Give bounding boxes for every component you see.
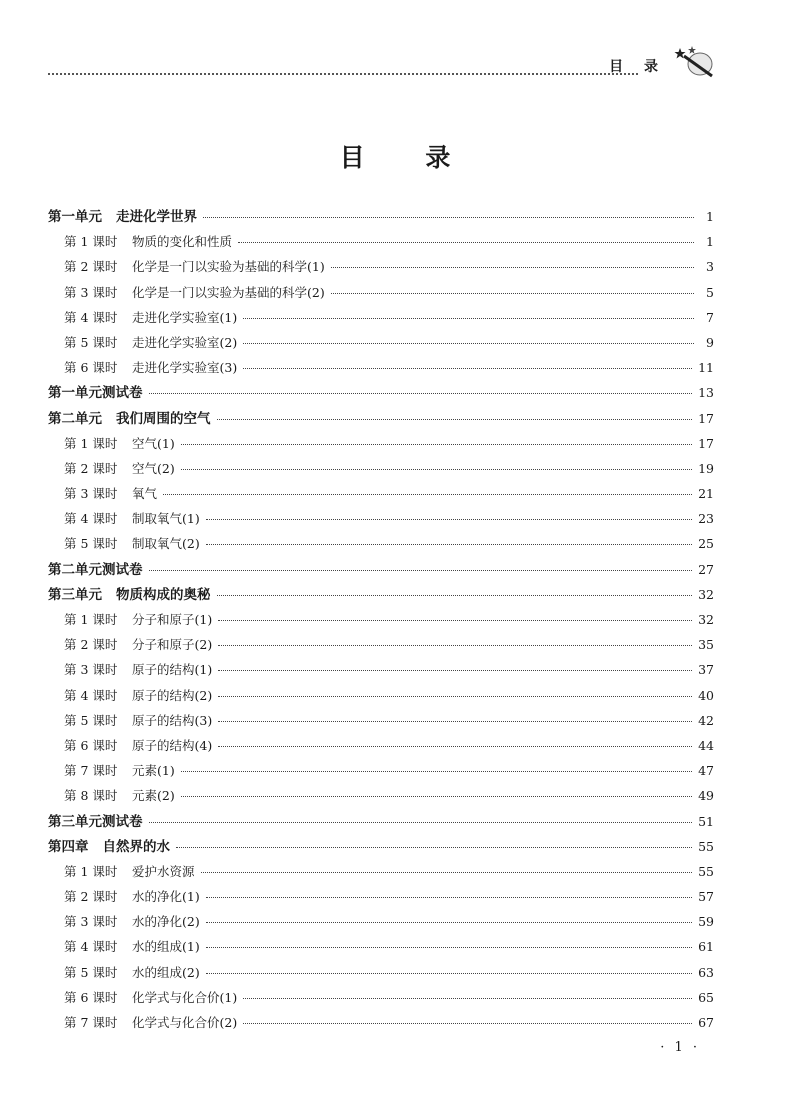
dot-leader <box>217 419 693 420</box>
toc-entry-title: 自然界的水 <box>102 838 170 855</box>
toc-entry-title: 化学式与化合价(2) <box>132 1015 238 1030</box>
toc-entry-page: 59 <box>698 914 714 930</box>
dot-leader <box>243 318 694 319</box>
dot-leader <box>206 897 692 898</box>
toc-lesson-entry[interactable] <box>48 607 714 632</box>
toc-entry-page: 55 <box>698 838 714 854</box>
dot-leader <box>149 393 693 394</box>
toc-entry-page: 40 <box>698 687 714 703</box>
toc-entry-number: 第 1 课时 <box>64 435 118 451</box>
toc-entry-number: 第 7 课时 <box>64 1015 118 1030</box>
toc-unit-entry[interactable] <box>48 406 714 431</box>
toc-entry-title: 分子和原子(1) <box>132 612 213 627</box>
toc-entry-title: 元素(2) <box>132 788 175 804</box>
toc-lesson-entry[interactable] <box>48 305 714 330</box>
toc-entry-title: 原子的结构(3) <box>132 712 213 728</box>
toc-entry-page: 55 <box>698 863 714 879</box>
toc-lesson-entry[interactable] <box>48 431 714 456</box>
dot-leader <box>203 217 694 218</box>
dot-leader <box>206 544 692 545</box>
toc-lesson-entry[interactable] <box>48 506 714 531</box>
dot-leader <box>218 620 692 621</box>
dot-leader <box>218 670 692 671</box>
toc-entry-number: 第 3 课时 <box>64 914 118 930</box>
toc-entry-page: 63 <box>698 964 714 980</box>
toc-entry-title: 走进化学实验室(3) <box>132 360 238 376</box>
dot-leader <box>218 645 692 646</box>
dot-leader <box>176 847 692 848</box>
toc-lesson-entry[interactable] <box>48 355 714 380</box>
toc-lesson-entry[interactable] <box>48 1010 714 1035</box>
toc-unit-entry[interactable] <box>48 834 714 859</box>
toc-entry-page: 57 <box>698 889 714 905</box>
toc-unit-entry[interactable] <box>48 557 714 582</box>
header-dotted-rule <box>48 73 638 75</box>
toc-lesson-entry[interactable] <box>48 229 714 254</box>
toc-entry-number: 第 3 课时 <box>64 486 118 502</box>
dot-leader <box>206 973 692 974</box>
toc-entry-page: 13 <box>698 385 714 401</box>
toc-entry-title: 空气(1) <box>132 435 175 451</box>
toc-entry-title: 走进化学实验室(1) <box>132 309 238 325</box>
toc-entry-title: 物质构成的奥秘 <box>116 586 211 603</box>
dot-leader <box>206 519 692 520</box>
dot-leader <box>243 998 692 999</box>
toc-entry-page: 17 <box>698 410 714 426</box>
dot-leader <box>201 872 693 873</box>
toc-entry-page: 23 <box>698 511 714 527</box>
toc-entry-page: 37 <box>698 662 714 678</box>
toc-lesson-entry[interactable] <box>48 280 714 305</box>
toc-entry-number: 第二单元 <box>48 410 102 427</box>
toc-entry-number: 第 6 课时 <box>64 360 118 376</box>
toc-entry-title: 化学是一门以实验为基础的科学(2) <box>132 284 325 300</box>
toc-lesson-entry[interactable] <box>48 683 714 708</box>
toc-entry-number: 第 5 课时 <box>64 334 118 350</box>
toc-entry-number: 第 5 课时 <box>64 536 118 552</box>
toc-entry-title: 第二单元测试卷 <box>48 561 143 578</box>
dot-leader <box>331 293 694 294</box>
dot-leader <box>218 721 692 722</box>
toc-entry-number: 第 4 课时 <box>64 309 118 325</box>
toc-lesson-entry[interactable] <box>48 909 714 934</box>
dot-leader <box>206 922 692 923</box>
toc-entry-title: 水的组成(2) <box>132 964 200 980</box>
toc-entry-page: 42 <box>698 712 714 728</box>
dot-leader <box>149 570 693 571</box>
toc-entry-number: 第 4 课时 <box>64 687 118 703</box>
toc-entry-page: 65 <box>698 989 714 1005</box>
toc-entry-page: 25 <box>698 536 714 552</box>
toc-entry-number: 第 3 课时 <box>64 284 118 300</box>
magic-wand-icon <box>672 46 716 80</box>
dot-leader <box>163 494 692 495</box>
toc-entry-page: 19 <box>698 460 714 476</box>
toc-entry-number: 第 7 课时 <box>64 763 118 779</box>
toc-entry-page: 35 <box>698 637 714 653</box>
toc-entry-title: 走进化学实验室(2) <box>132 334 238 350</box>
dot-leader <box>331 267 694 268</box>
header-label: 目 录 <box>609 59 666 75</box>
running-header <box>48 50 718 80</box>
toc-entry-page: 17 <box>698 435 714 451</box>
dot-leader <box>181 444 692 445</box>
toc-entry-number: 第三单元 <box>48 586 102 603</box>
toc-lesson-entry[interactable] <box>48 783 714 808</box>
toc-entry-title: 分子和原子(2) <box>132 637 213 653</box>
toc-entry-number: 第 2 课时 <box>64 637 118 653</box>
toc-unit-entry[interactable] <box>48 204 714 229</box>
toc-entry-number: 第 1 课时 <box>64 612 118 627</box>
toc-lesson-entry[interactable] <box>48 632 714 657</box>
toc-entry-number: 第 6 课时 <box>64 989 118 1005</box>
toc-entry-number: 第 2 课时 <box>64 259 118 275</box>
toc-entry-title: 爱护水资源 <box>132 863 195 879</box>
toc-lesson-entry[interactable] <box>48 330 714 355</box>
toc-lesson-entry[interactable] <box>48 657 714 682</box>
toc-entry-number: 第一单元 <box>48 209 102 225</box>
toc-unit-entry[interactable] <box>48 582 714 607</box>
toc-entry-page: 5 <box>706 284 714 300</box>
toc-entry-title: 制取氧气(2) <box>132 536 200 552</box>
toc-entry-page: 3 <box>706 259 714 275</box>
toc-entry-page: 47 <box>698 763 714 779</box>
toc-lesson-entry[interactable] <box>48 859 714 884</box>
dot-leader <box>206 947 692 948</box>
toc-entry-number: 第 5 课时 <box>64 964 118 980</box>
dot-leader <box>243 1023 692 1024</box>
toc-entry-title: 水的净化(1) <box>132 889 200 905</box>
toc-entry-page: 51 <box>698 813 714 829</box>
toc-entry-title: 水的净化(2) <box>132 914 200 930</box>
toc-lesson-entry[interactable] <box>48 531 714 556</box>
table-of-contents <box>48 204 714 1035</box>
toc-entry-title: 走进化学世界 <box>116 209 197 225</box>
toc-entry-number: 第 2 课时 <box>64 460 118 476</box>
toc-lesson-entry[interactable] <box>48 985 714 1010</box>
toc-entry-title: 原子的结构(1) <box>132 662 213 678</box>
toc-lesson-entry[interactable] <box>48 960 714 985</box>
toc-lesson-entry[interactable] <box>48 733 714 758</box>
toc-entry-number: 第 6 课时 <box>64 737 118 753</box>
dot-leader <box>243 343 694 344</box>
dot-leader <box>218 696 692 697</box>
toc-entry-page: 7 <box>706 309 714 325</box>
toc-entry-title: 我们周围的空气 <box>116 410 211 427</box>
toc-lesson-entry[interactable] <box>48 884 714 909</box>
toc-entry-title: 第一单元测试卷 <box>48 385 143 402</box>
toc-entry-title: 原子的结构(4) <box>132 737 213 753</box>
toc-entry-page: 32 <box>698 612 714 627</box>
toc-entry-page: 9 <box>706 334 714 350</box>
toc-lesson-entry[interactable] <box>48 456 714 481</box>
toc-entry-page: 32 <box>698 586 714 602</box>
toc-entry-title: 第三单元测试卷 <box>48 813 143 830</box>
toc-entry-page: 1 <box>706 209 714 224</box>
toc-entry-number: 第 5 课时 <box>64 712 118 728</box>
toc-entry-title: 原子的结构(2) <box>132 687 213 703</box>
dot-leader <box>181 469 692 470</box>
toc-lesson-entry[interactable] <box>48 758 714 783</box>
toc-entry-page: 11 <box>698 360 714 376</box>
dot-leader <box>181 796 692 797</box>
dot-leader <box>149 822 693 823</box>
dot-leader <box>217 595 693 596</box>
dot-leader <box>181 771 692 772</box>
toc-entry-page: 1 <box>706 234 714 250</box>
toc-entry-page: 21 <box>698 486 714 502</box>
toc-entry-number: 第 1 课时 <box>64 863 118 879</box>
toc-entry-title: 氧气 <box>132 486 158 502</box>
toc-lesson-entry[interactable] <box>48 481 714 506</box>
toc-entry-number: 第 8 课时 <box>64 788 118 804</box>
toc-lesson-entry[interactable] <box>48 708 714 733</box>
toc-entry-number: 第 3 课时 <box>64 662 118 678</box>
toc-entry-page: 67 <box>698 1015 714 1030</box>
toc-entry-title: 元素(1) <box>132 763 175 779</box>
toc-entry-number: 第四章 <box>48 838 89 855</box>
toc-entry-page: 27 <box>698 561 714 577</box>
dot-leader <box>238 242 694 243</box>
toc-unit-entry[interactable] <box>48 809 714 834</box>
dot-leader <box>218 746 692 747</box>
page-title: 目 录 <box>339 143 477 172</box>
toc-entry-number: 第 4 课时 <box>64 511 118 527</box>
toc-unit-entry[interactable] <box>48 380 714 405</box>
toc-entry-number: 第 2 课时 <box>64 889 118 905</box>
toc-entry-page: 49 <box>698 788 714 804</box>
toc-lesson-entry[interactable] <box>48 934 714 959</box>
toc-entry-page: 44 <box>698 737 714 753</box>
toc-lesson-entry[interactable] <box>48 254 714 279</box>
toc-entry-title: 化学式与化合价(1) <box>132 989 238 1005</box>
toc-entry-title: 化学是一门以实验为基础的科学(1) <box>132 259 325 275</box>
page-number: · 1 · <box>660 1040 700 1055</box>
toc-entry-title: 空气(2) <box>132 460 175 476</box>
toc-entry-number: 第 4 课时 <box>64 939 118 955</box>
toc-entry-title: 水的组成(1) <box>132 939 200 955</box>
toc-entry-title: 制取氧气(1) <box>132 511 200 527</box>
toc-entry-title: 物质的变化和性质 <box>132 234 233 250</box>
toc-entry-page: 61 <box>698 939 714 955</box>
dot-leader <box>243 368 692 369</box>
toc-entry-number: 第 1 课时 <box>64 234 118 250</box>
